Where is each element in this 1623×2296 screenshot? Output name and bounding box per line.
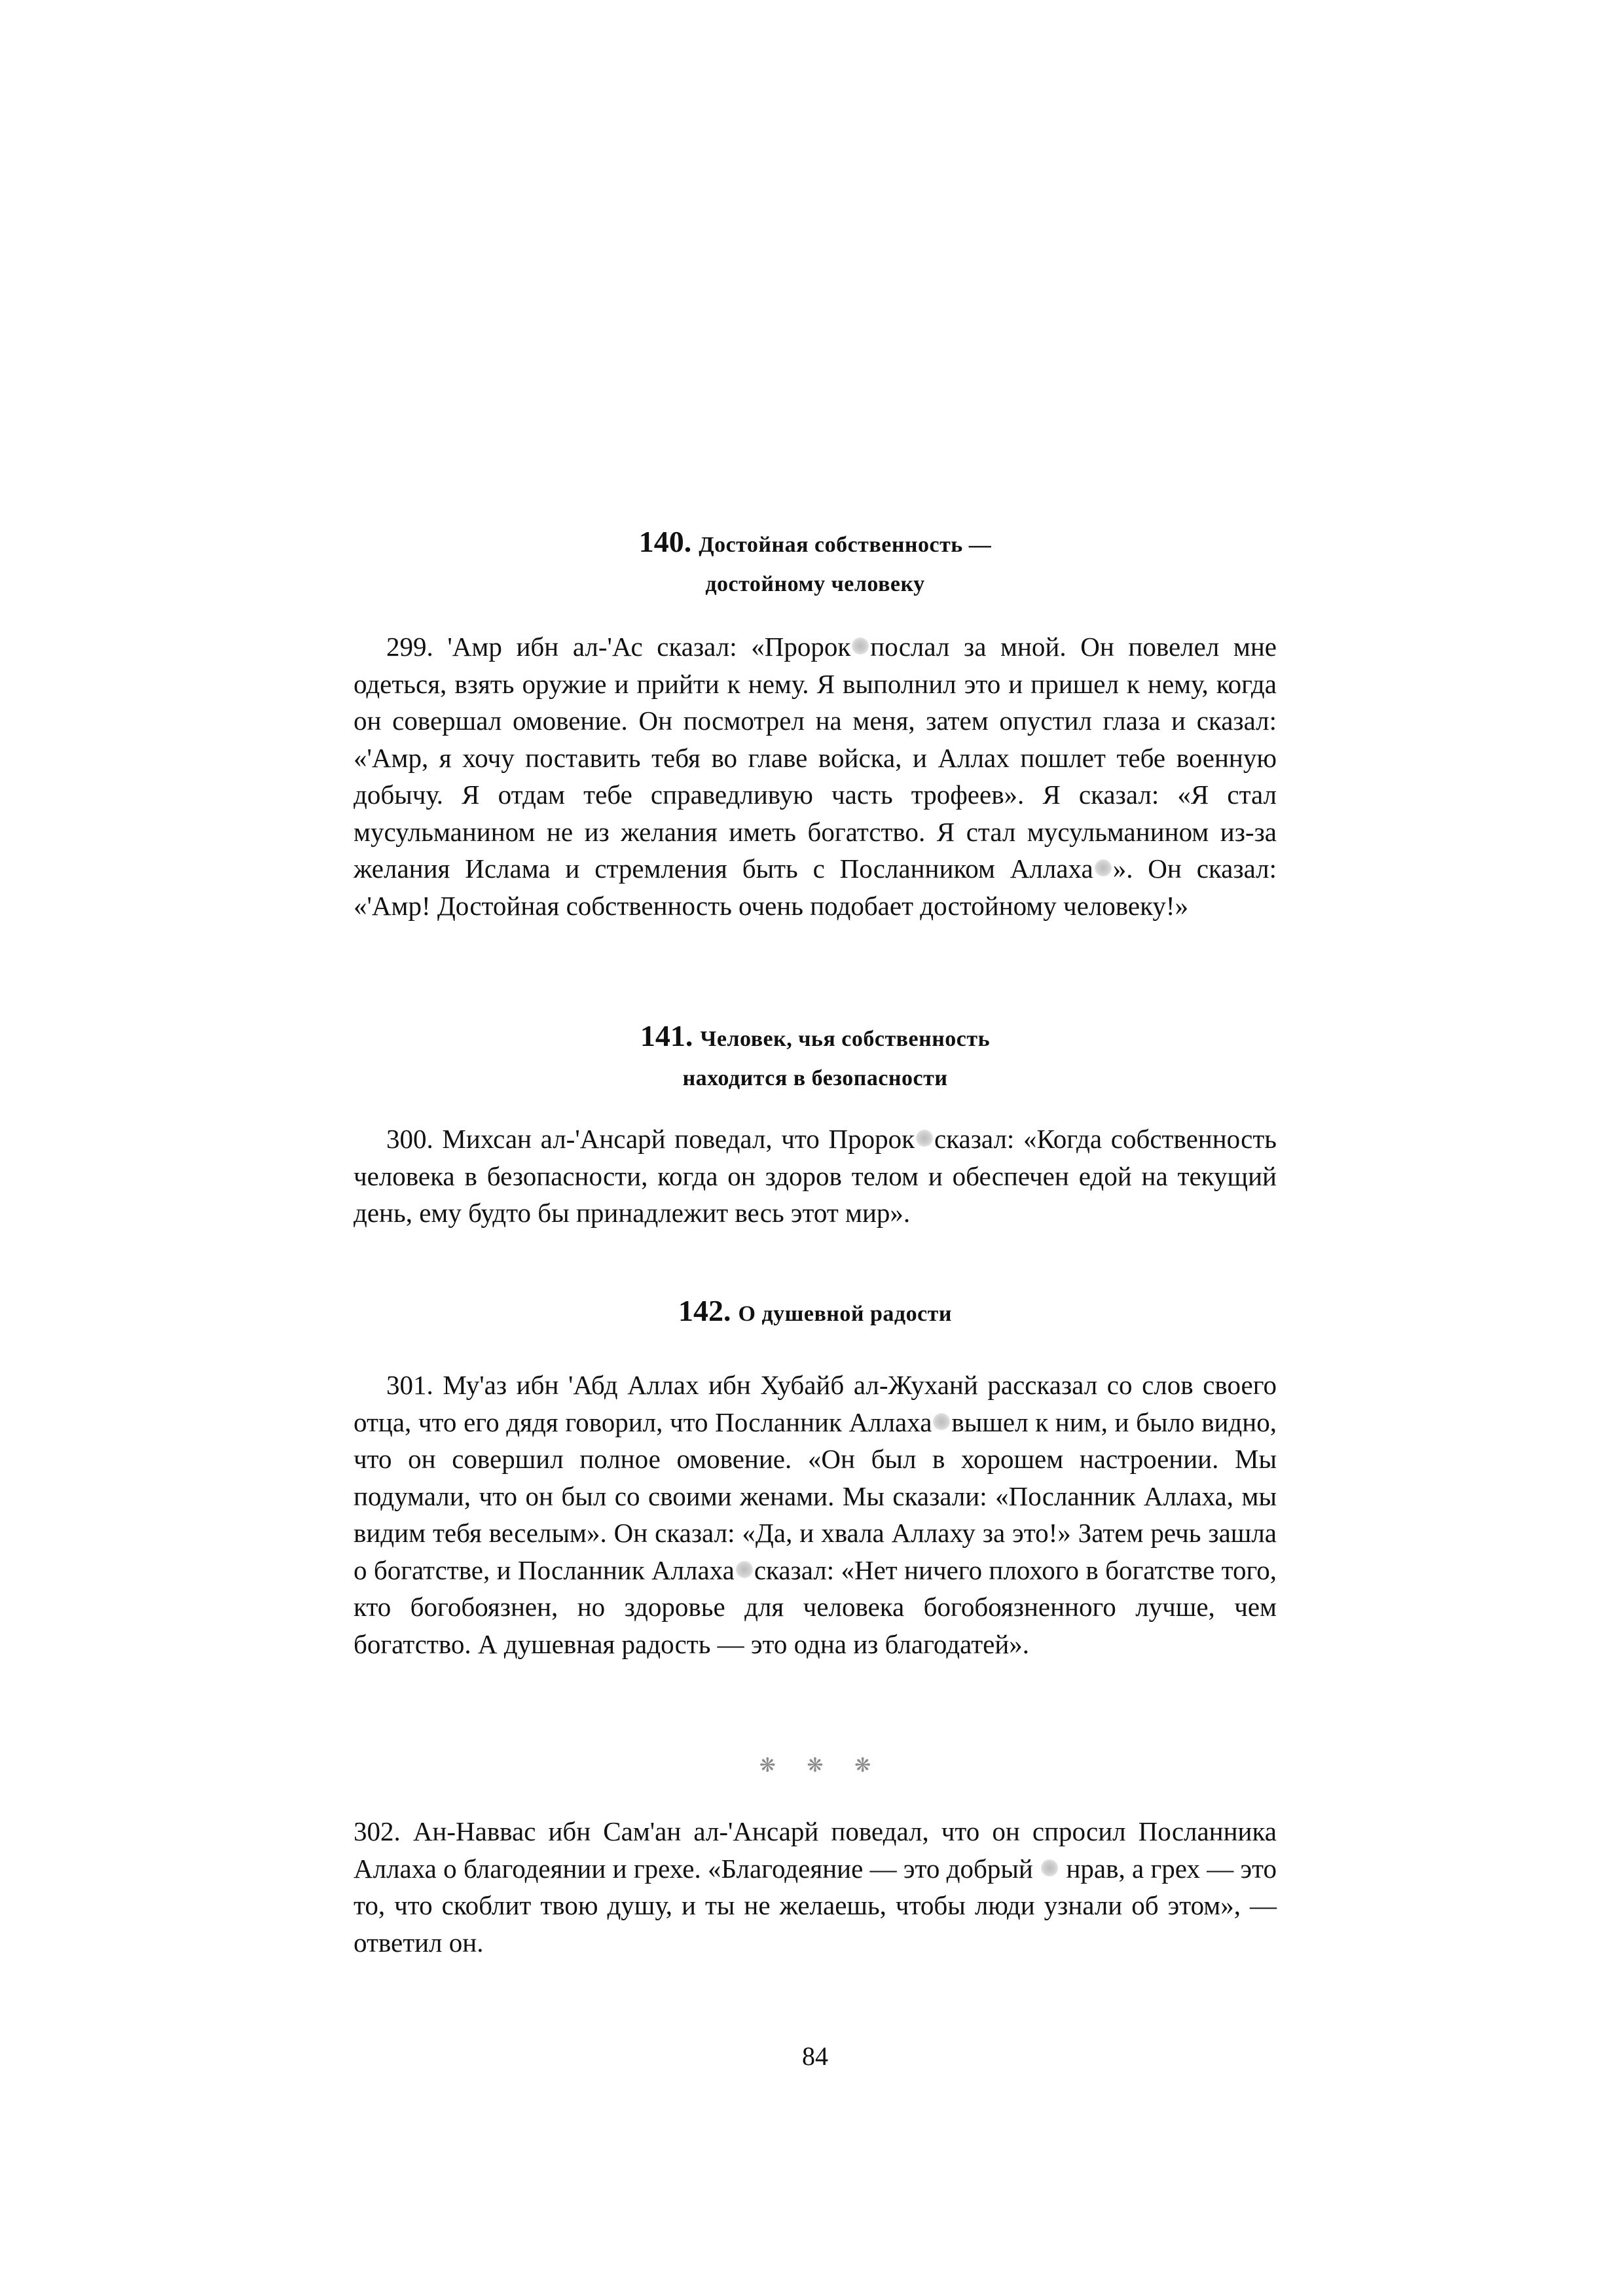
- section-number: 141.: [640, 1019, 693, 1052]
- section-140: [354, 524, 1277, 603]
- section-title-line2: находится в безопасности: [682, 1066, 948, 1090]
- section-title: [354, 1018, 1277, 1058]
- text-fragment: ». Он сказал: «'Амр! Достойная собственность очень подобает достойному человеку!»: [354, 853, 1277, 921]
- salawat-glyph-icon: [916, 1130, 933, 1147]
- text-fragment: 302. Ан-Наввас ибн Сам'ан ал-'Ансарй поведал, что он спросил Посланника Аллаха о благодеянии и грехе. «Благодеяние — это добрый: [354, 1816, 1277, 1884]
- text-fragment: послал за мной. Он повелел мне одеться, взять оружие и прийти к нему. Я выполнил это и пришел к нему, когда он совершал омовение. Он посмотрел на меня, затем опустил глаза и сказал: «'Амр, я хочу поставить тебя во главе войска, и Аллах пошлет тебе военную добычу. Я отдам тебе справедливую часть трофеев». Я сказал: «Я стал мусульманином не из желания иметь богатство. Я стал мусульманином из-за желания Ислама и стремления быть с Посланником Аллаха: [354, 632, 1277, 884]
- text-fragment: сказал: «Нет ничего плохого в богатстве того, кто богобоязнен, но здоровье для человека богобоязненного лучше, чем богатство. А душевная радость — это одна из благодатей».: [354, 1554, 1277, 1659]
- ornament-separator: [354, 1754, 1277, 1777]
- text-fragment: вышел к ним, и было видно, что он совершил полное омовение. «Он был в хорошем настроении. Мы подумали, что он был со своими женами. Мы сказали: «Посланник Аллаха, мы видим тебя веселым». Он сказал: «Да, и хвала Аллаху за это!» Затем речь зашла о богатстве, и Посланник Аллаха: [354, 1407, 1277, 1585]
- hadith-paragraph: [354, 1121, 1277, 1232]
- section-142: [354, 1293, 1277, 1333]
- hadith-300: [354, 1121, 1277, 1232]
- section-title-line1: Человек, чья собственность: [700, 1027, 991, 1051]
- hadith-paragraph: [354, 1813, 1277, 1961]
- salawat-glyph-icon: [852, 637, 869, 655]
- hadith-paragraph: [354, 628, 1277, 924]
- section-number: 142.: [678, 1294, 731, 1327]
- hadith-302: [354, 1813, 1277, 1961]
- section-title-line1: О душевной радости: [738, 1302, 952, 1326]
- ornament-star-icon: ❋: [854, 1755, 871, 1776]
- page-number: 84: [802, 2041, 828, 2071]
- section-subtitle: [354, 1058, 1277, 1097]
- salawat-glyph-icon: [1095, 859, 1112, 876]
- section-141: [354, 1018, 1277, 1097]
- ornament-star-icon: ❋: [759, 1755, 776, 1776]
- text-fragment: 301. Му'аз ибн 'Абд Аллах ибн Хубайб ал-Жуханй рассказал со слов своего отца, что его дядя говорил, что Посланник Аллаха: [354, 1370, 1277, 1437]
- section-title: [354, 1293, 1277, 1333]
- salawat-glyph-icon: [933, 1413, 950, 1430]
- text-fragment: нрав, а грех — это то, что скоблит твою душу, и ты не желаешь, чтобы люди узнали об этом», — ответил он.: [354, 1853, 1277, 1958]
- section-title-line1: Достойная собственность —: [699, 533, 992, 557]
- section-title-line2: достойному человеку: [705, 572, 925, 596]
- text-fragment: 299. 'Амр ибн ал-'Ас сказал: «Пророк: [386, 632, 851, 662]
- text-fragment: сказал: «Когда собственность человека в безопасности, когда он здоров телом и обеспечен едой на текущий день, ему будто бы принадлежит весь этот мир».: [354, 1124, 1277, 1228]
- hadith-299: [354, 628, 1277, 924]
- salawat-glyph-icon: [736, 1561, 753, 1578]
- section-title: [354, 524, 1277, 564]
- salawat-glyph-icon: [1041, 1859, 1058, 1876]
- hadith-paragraph: [354, 1367, 1277, 1662]
- text-fragment: 300. Михсан ал-'Ансарй поведал, что Пророк: [386, 1124, 915, 1154]
- book-page: [354, 0, 1277, 2296]
- ornament-star-icon: ❋: [807, 1755, 824, 1776]
- hadith-301: [354, 1367, 1277, 1662]
- section-subtitle: [354, 564, 1277, 603]
- section-number: 140.: [638, 525, 692, 558]
